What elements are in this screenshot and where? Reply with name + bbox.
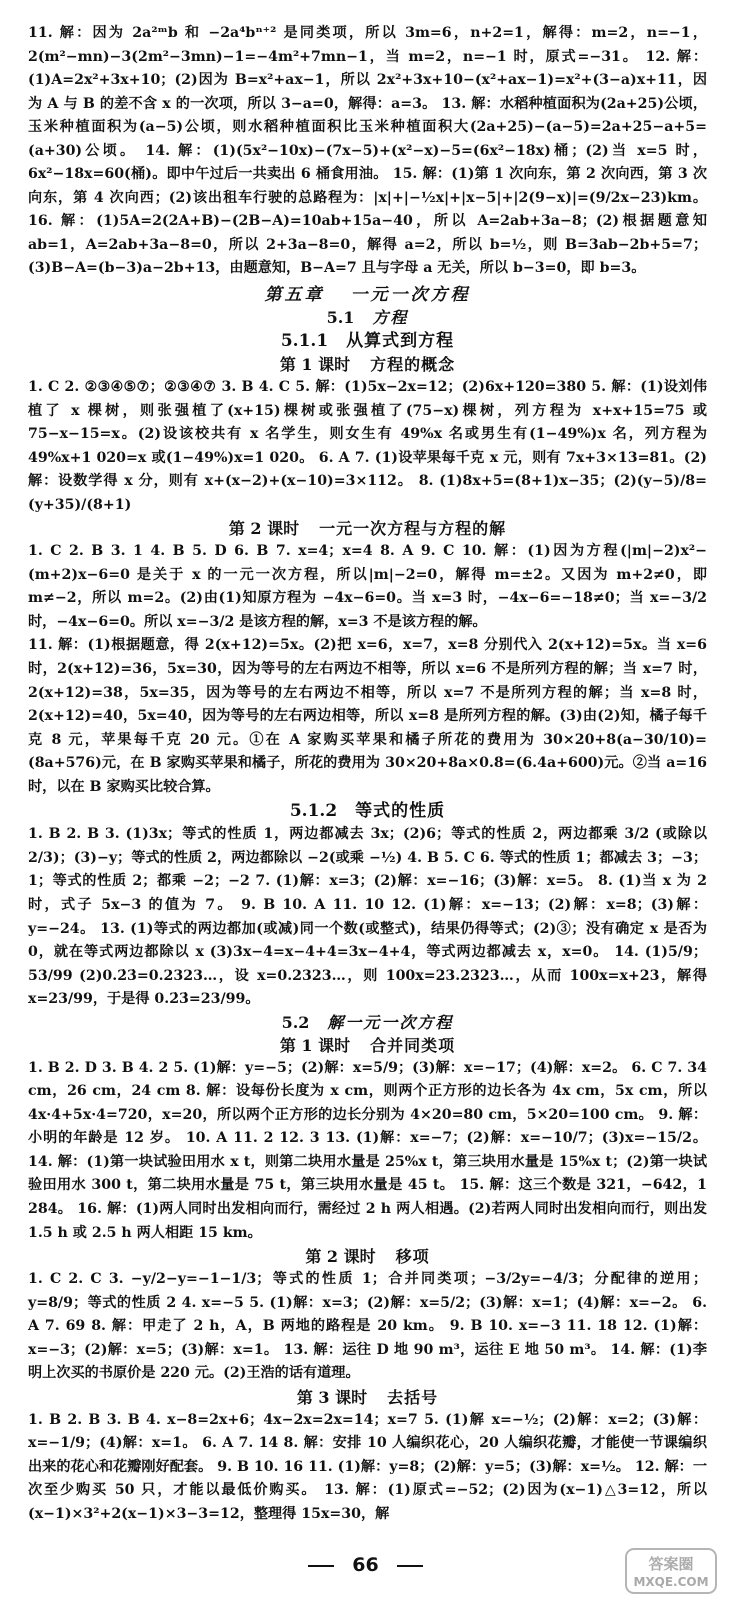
section-heading-title: 方程 bbox=[372, 308, 409, 328]
lesson-heading bbox=[28, 1245, 707, 1268]
lesson-heading-number: 第 1 课时 bbox=[279, 355, 351, 375]
subsection-heading-title: 从算式到方程 bbox=[346, 331, 455, 352]
lesson-heading-title: 去括号 bbox=[387, 1387, 439, 1407]
answer-paragraph: 1. C 2. C 3. −y/2−y=−1−1/3；等式的性质 1；合并同类项；−3/2y=−4/3；分配律的逆用；y=8/9；等式的性质 2 4. x=−5 5. (1)解：x=3；(2)解：x=5/2；(3)解：x=1；(4)解：x=−2。 6. A 7. 69 8. 解：甲走了 2 h，A，B 两地的路程是 20 km。 9. B 10. x=−3 11. 18 12. (1)解：x=−3；(2)解：x=5；(3)解：x=1。 13. 解：运往 D 地 90 m³，运往 E 地 50 m³。 14. 解：(1)李明上次买的书原价是 220 元。(2)王浩的话有道理。 bbox=[28, 1271, 707, 1382]
page-number: 66 bbox=[0, 1554, 731, 1576]
chapter-heading-number: 第五章 bbox=[264, 285, 325, 306]
lesson-heading-title: 移项 bbox=[395, 1247, 430, 1267]
lesson-heading bbox=[28, 517, 707, 540]
section-heading bbox=[28, 1012, 707, 1034]
lesson-heading bbox=[28, 1034, 707, 1057]
section-heading-title: 解一元一次方程 bbox=[327, 1012, 454, 1032]
svg-text:MXQE.COM: MXQE.COM bbox=[633, 1575, 709, 1589]
chapter-heading bbox=[28, 283, 707, 307]
subsection-heading-number: 5.1.2 bbox=[289, 801, 338, 822]
lesson-heading-number: 第 2 课时 bbox=[228, 519, 300, 539]
subsection-heading-title: 等式的性质 bbox=[355, 801, 446, 822]
answer-paragraph: 11. 解：因为 2a²ᵐb 和 −2a⁴bⁿ⁺² 是同类项，所以 3m=6，n+2=1，解得：m=2，n=−1，2(m²−mn)−3(2m²−3mn)−1=−4m²+7mn−1，当 m=2，n=−1 时，原式=−31。 12. 解：(1)A=2x²+3x+10；(2)因为 B=x²+ax−1，所以 2x²+3x+10−(x²+ax−1)=x²+(3−a)x+11，因为 A 与 B 的差不含 x 的一次项，所以 3−a=0，解得：a=3。 13. 解：水稻种植面积为(2a+25)公顷，玉米种植面积为(a−5)公顷，则水稻种植面积比玉米种植面积大(2a+25)−(a−5)=2a+25−a+5=(a+30)公顷。 14. 解：(1)(5x²−10x)−(7x−5)+(x²−x)−5=(6x²−18x)桶；(2)当 x=5 时，6x²−18x=60(桶)。即中午过后一共卖出 6 桶食用油。 15. 解：(1)第 1 次向东，第 2 次向西，第 3 次向东，第 4 次向西；(2)该出租车行驶的总路程为：|x|+|−½x|+|x−5|+|2(9−x)|=(9/2x−23)km。 16. 解：(1)5A=2(2A+B)−(2B−A)=10ab+15a−40，所以 A=2ab+3a−8；(2)根据题意知 ab=1，A=2ab+3a−8=0，所以 2+3a−8=0，解得 a=2，所以 b=½，则 B=3ab−2b+5=7；(3)B−A=(b−3)a−2b+13，由题意知，B−A=7 且与字母 a 无关，所以 b−3=0，即 b=3。 bbox=[28, 25, 707, 277]
answer-paragraph: 1. B 2. B 3. (1)3x；等式的性质 1，两边都减去 3x；(2)6；等式的性质 2，两边都乘 3/2 (或除以 2/3)；(3)−y；等式的性质 2，两边都除以 −2(或乘 −½) 4. B 5. C 6. 等式的性质 1；都减去 3；−3；1；等式的性质 2；都乘 −2；−2 7. (1)解：x=3；(2)解：x=−16；(3)解：x=5。 8. (1)当 x 为 2 时，式子 5x−3 的值为 7。 9. B 10. A 11. 10 12. (1)解：x=−13；(2)解：x=8；(3)解：y=−24。 13. (1)等式的两边都加(或减)同一个数(或整式)，结果仍得等式；(2)③；没有确定 x 是否为 0，就在等式两边都除以 x (3)3x−4=x−4+4=3x−4+4，等式两边都减去 x，x=0。 14. (1)5/9；53/99 (2)0.2̇3̇=0.2323…，设 x=0.2323…，则 100x=23.2323…，从而 100x=x+23，解得 x=23/99，于是得 0.2̇3̇=23/99。 bbox=[28, 826, 707, 1008]
lesson-heading-number: 第 1 课时 bbox=[279, 1035, 351, 1055]
section-heading-number: 5.2 bbox=[281, 1012, 310, 1032]
lesson-heading-number: 第 2 课时 bbox=[305, 1247, 376, 1267]
lesson-heading-title: 一元一次方程与方程的解 bbox=[319, 519, 507, 539]
lesson-heading-number: 第 3 课时 bbox=[296, 1387, 368, 1407]
answer-paragraph: 1. B 2. D 3. B 4. 2 5. (1)解：y=−5；(2)解：x=5/9；(3)解：x=−17；(4)解：x=2。 6. C 7. 34 cm，26 cm，24 cm 8. 解：设每份长度为 x cm，则两个正方形的边长各为 4x cm，5x cm，所以 4x·4+5x·4=720，x=20，所以两个正方形的边长分别为 4×20=80 cm，5×20=100 cm。 9. 解：小明的年龄是 12 岁。 10. A 11. 2 12. 3 13. (1)解：x=−7；(2)解：x=−10/7；(3)x=−15/2。 14. 解：(1)第一块试验田用水 x t，则第二块用水量是 25%x t，第三块用水量是 15%x t；(2)第一块试验田用水 300 t，第二块用水量是 75 t，第三块用水量是 45 t。 15. 解：这三个数是 321，−642，1 284。 16. 解：(1)两人同时出发相向而行，需经过 2 h 两人相遇。(2)若两人同时出发相向而行，则出发 1.5 h 或 2.5 h 两人相距 15 km。 bbox=[28, 1059, 707, 1241]
page-content bbox=[28, 22, 707, 1527]
answer-paragraph: 11. 解：(1)根据题意，得 2(x+12)=5x。(2)把 x=6，x=7，x=8 分别代入 2(x+12)=5x。当 x=6 时，2(x+12)=36，5x=30，因为等号的左右两边不相等，所以 x=6 不是所列方程的解；当 x=7 时，2(x+12)=38，5x=35，因为等号的左右两边不相等，所以 x=7 不是所列方程的解；当 x=8 时，2(x+12)=40，5x=40，因为等号的左右两边相等，所以 x=8 是所列方程的解。(3)由(2)知，橘子每千克 8 元，苹果每千克 20 元。①在 A 家购买苹果和橘子所花的费用为 30×20+8(a−30/10)=(8a+576)元，在 B 家购买苹果和橘子，所花的费用为 30×20+8a×0.8=(6.4a+600)元。②当 a=16 时，以在 B 家购买比较合算。 bbox=[28, 637, 707, 795]
answer-paragraph: 1. C 2. ②③④⑤⑦；②③④⑦ 3. B 4. C 5. 解：(1)5x−2x=12；(2)6x+120=380 5. 解：(1)设刘伟植了 x 棵树，则张强植了(x+15)棵树或张强植了(75−x)棵树，列方程为 x+x+15=75 或 75−x−15=x。(2)设该校共有 x 名学生，则女生有 49%x 名或男生有(1−49%)x 名，列方程为 49%x+1 020=x 或(1−49%)x=1 020。 6. A 7. (1)设苹果每千克 x 元，则有 7x+3×13=81。(2)解：设数学得 x 分，则有 x+(x−2)+(x−10)=3×112。 8. (1)8x+5=(8+1)x−35；(2)(y−5)/8=(y+35)/(8+1) bbox=[28, 379, 707, 513]
svg-text:答案圈: 答案圈 bbox=[648, 1555, 694, 1573]
section-heading-number: 5.1 bbox=[326, 308, 355, 328]
answer-paragraph: 1. C 2. B 3. 1 4. B 5. D 6. B 7. x=4；x=4 8. A 9. C 10. 解：(1)因为方程(|m|−2)x²−(m+2)x−6=0 是关于 x 的一元一次方程，所以|m|−2=0，解得 m=±2。又因为 m+2≠0，即 m≠−2，所以 m=2。(2)由(1)知原方程为 −4x−6=0。当 x=3 时，−4x−6=−18≠0；当 x=−3/2 时，−4x−6=0。所以 x=−3/2 是该方程的解，x=3 不是该方程的解。 bbox=[28, 543, 707, 630]
lesson-heading bbox=[28, 353, 707, 376]
answer-paragraph: 1. B 2. B 3. B 4. x−8=2x+6；4x−2x=2x=14；x=7 5. (1)解 x=−½；(2)解：x=2；(3)解：x=−1/9；(4)解：x=1。 6. A 7. 14 8. 解：安排 10 人编织花心，20 人编织花瓣，才能使一节课编织出来的花心和花瓣刚好配套。 9. B 10. 16 11. (1)解：y=8；(2)解：y=5；(3)解：x=½。 12. 解：一次至少购买 50 只，才能以最低价购买。 13. 解：(1)原式=−52；(2)因为(x−1)△3=12，所以(x−1)×3²+2(x−1)×3−3=12，整理得 15x=30，解 bbox=[28, 1411, 707, 1522]
subsection-heading bbox=[28, 799, 707, 823]
watermark-logo bbox=[625, 1548, 717, 1594]
subsection-heading bbox=[28, 329, 707, 353]
lesson-heading-title: 方程的概念 bbox=[370, 355, 456, 375]
lesson-heading bbox=[28, 1386, 707, 1409]
chapter-heading-title: 一元一次方程 bbox=[350, 285, 471, 306]
section-heading bbox=[28, 307, 707, 329]
lesson-heading-title: 合并同类项 bbox=[370, 1035, 456, 1055]
subsection-heading-number: 5.1.1 bbox=[280, 331, 329, 352]
